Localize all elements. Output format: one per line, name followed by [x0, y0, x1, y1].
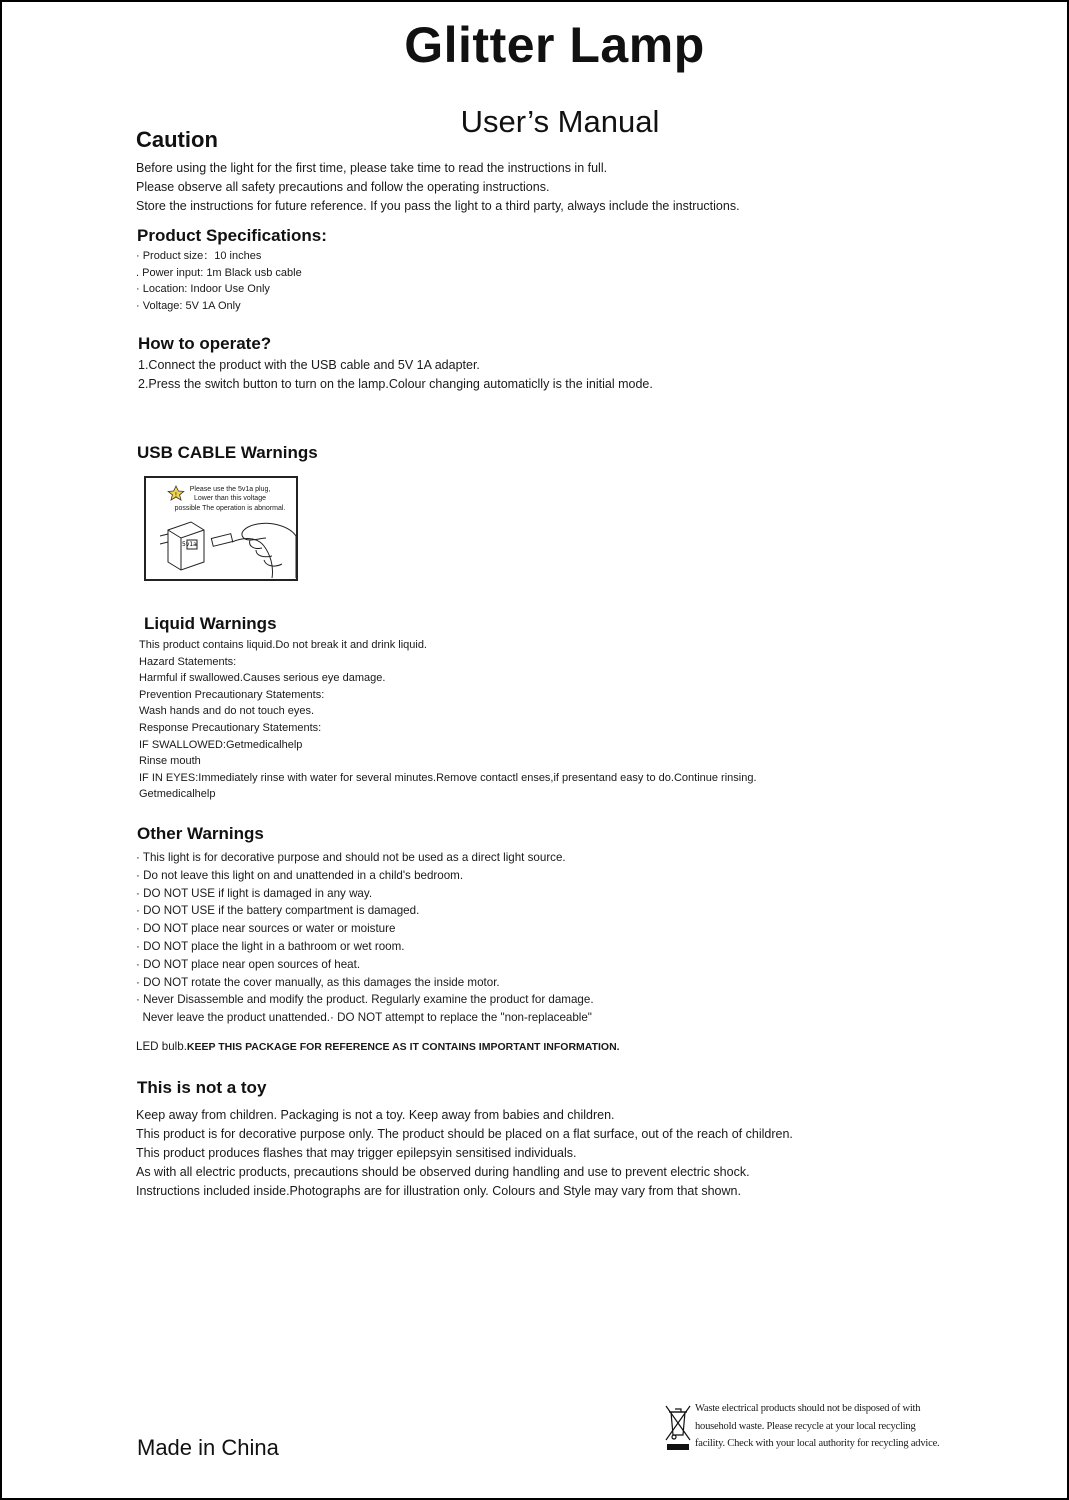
document-title: Glitter Lamp [404, 17, 705, 73]
svg-text:!: ! [174, 491, 178, 499]
specs-heading: Product Specifications: [137, 226, 327, 245]
not-a-toy-text [136, 1106, 793, 1201]
spec-item: · Location: Indoor Use Only [136, 283, 270, 296]
usb-caption-line: possible The operation is abnormal. [174, 504, 286, 512]
operate-heading: How to operate? [138, 334, 272, 353]
other-warning-item: · Do not leave this light on and unattended in a child's bedroom. [136, 868, 464, 882]
usb-warnings-heading: USB CABLE Warnings [137, 443, 318, 462]
other-warning-item: · Never Disassemble and modify the product. Regularly examine the product for damage. [136, 993, 594, 1007]
liquid-warnings-heading: Liquid Warnings [144, 614, 277, 633]
spec-item: · Voltage: 5V 1A Only [136, 299, 241, 312]
led-bulb-prefix: LED bulb. [136, 1040, 187, 1053]
operate-step: 1.Connect the product with the USB cable and 5V 1A adapter. [138, 358, 480, 372]
usb-caption-line: Please use the 5v1a plug, [189, 486, 271, 493]
other-warning-item: · DO NOT place near sources or water or moisture [136, 922, 396, 936]
toy-line: This product produces flashes that may trigger epilepsyin sensitised individuals. [136, 1146, 577, 1160]
toy-line: Keep away from children. Packaging is not a toy. Keep away from babies and children. [136, 1108, 615, 1122]
operate-step: 2.Press the switch button to turn on the lamp.Colour changing automaticlly is the initial mode. [138, 377, 653, 391]
crossed-out-wheelie-bin-icon [664, 1402, 692, 1452]
operate-steps [138, 356, 653, 394]
caution-text [136, 159, 740, 216]
other-warning-item: · DO NOT place the light in a bathroom or wet room. [136, 939, 405, 953]
caution-line: Before using the light for the first time, please take time to read the instructions in full. [136, 161, 608, 175]
liquid-line: This product contains liquid.Do not break it and drink liquid. [139, 639, 427, 651]
usb-warning-illustration [144, 476, 298, 581]
specs-list [136, 248, 302, 314]
spec-item: · Product size：10 inches [136, 250, 262, 262]
usb-caption-line: Lower than this voltage [194, 495, 266, 503]
liquid-line: Getmedicalhelp [139, 788, 216, 801]
other-warning-item: Never leave the product unattended.· DO NOT attempt to replace the "non-replaceable" [136, 1011, 592, 1025]
liquid-line: Prevention Precautionary Statements: [139, 688, 325, 701]
other-warnings-list [136, 849, 594, 1027]
toy-line: Instructions included inside.Photographs are for illustration only. Colours and Style may vary from that shown. [136, 1184, 741, 1198]
other-warning-item: · DO NOT rotate the cover manually, as this damages the inside motor. [136, 975, 500, 989]
other-warning-item: · DO NOT USE if the battery compartment is damaged. [136, 904, 420, 918]
made-in-china-label: Made in China [137, 1435, 279, 1460]
caution-line: Please observe all safety precautions and follow the operating instructions. [136, 180, 550, 194]
document-subtitle: User’s Manual [460, 104, 660, 139]
spec-item: . Power input: 1m Black usb cable [136, 266, 302, 279]
liquid-line: Harmful if swallowed.Causes serious eye damage. [139, 672, 386, 685]
liquid-line: IF IN EYES:Immediately rinse with water for several minutes.Remove contactl enses,if presentand easy to do.Continue rinsing. [139, 771, 757, 784]
keep-package-notice: KEEP THIS PACKAGE FOR REFERENCE AS IT CONTAINS IMPORTANT INFORMATION. [186, 1041, 620, 1053]
toy-line: As with all electric products, precautions should be observed during handling and use to prevent electric shock. [136, 1165, 750, 1179]
recycling-line: household waste. Please recycle at your local recycling [695, 1420, 916, 1432]
toy-line: This product is for decorative purpose only. The product should be placed on a flat surface, out of the reach of children. [136, 1127, 793, 1141]
other-warning-item: · This light is for decorative purpose and should not be used as a direct light source. [136, 851, 566, 864]
liquid-line: IF SWALLOWED:Getmedicalhelp [139, 738, 303, 751]
led-bulb-note [136, 1040, 620, 1053]
liquid-line: Hazard Statements: [139, 655, 237, 668]
recycling-notice [695, 1400, 939, 1453]
not-a-toy-heading: This is not a toy [137, 1078, 267, 1097]
adapter-label: 5v1a [182, 541, 197, 548]
liquid-warnings-text [139, 637, 757, 803]
liquid-line: Response Precautionary Statements: [139, 721, 322, 734]
caution-heading: Caution [136, 127, 218, 152]
caution-line: Store the instructions for future reference. If you pass the light to a third party, always include the instructions. [136, 199, 740, 213]
other-warning-item: · DO NOT place near open sources of heat. [136, 957, 361, 971]
recycling-line: facility. Check with your local authority for recycling advice. [695, 1438, 940, 1449]
recycling-line: Waste electrical products should not be disposed of with [695, 1403, 921, 1414]
liquid-line: Rinse mouth [139, 755, 201, 768]
other-warning-item: · DO NOT USE if light is damaged in any way. [136, 886, 373, 900]
usb-warning-caption [166, 485, 294, 513]
other-warnings-heading: Other Warnings [137, 824, 264, 843]
liquid-line: Wash hands and do not touch eyes. [139, 705, 315, 718]
